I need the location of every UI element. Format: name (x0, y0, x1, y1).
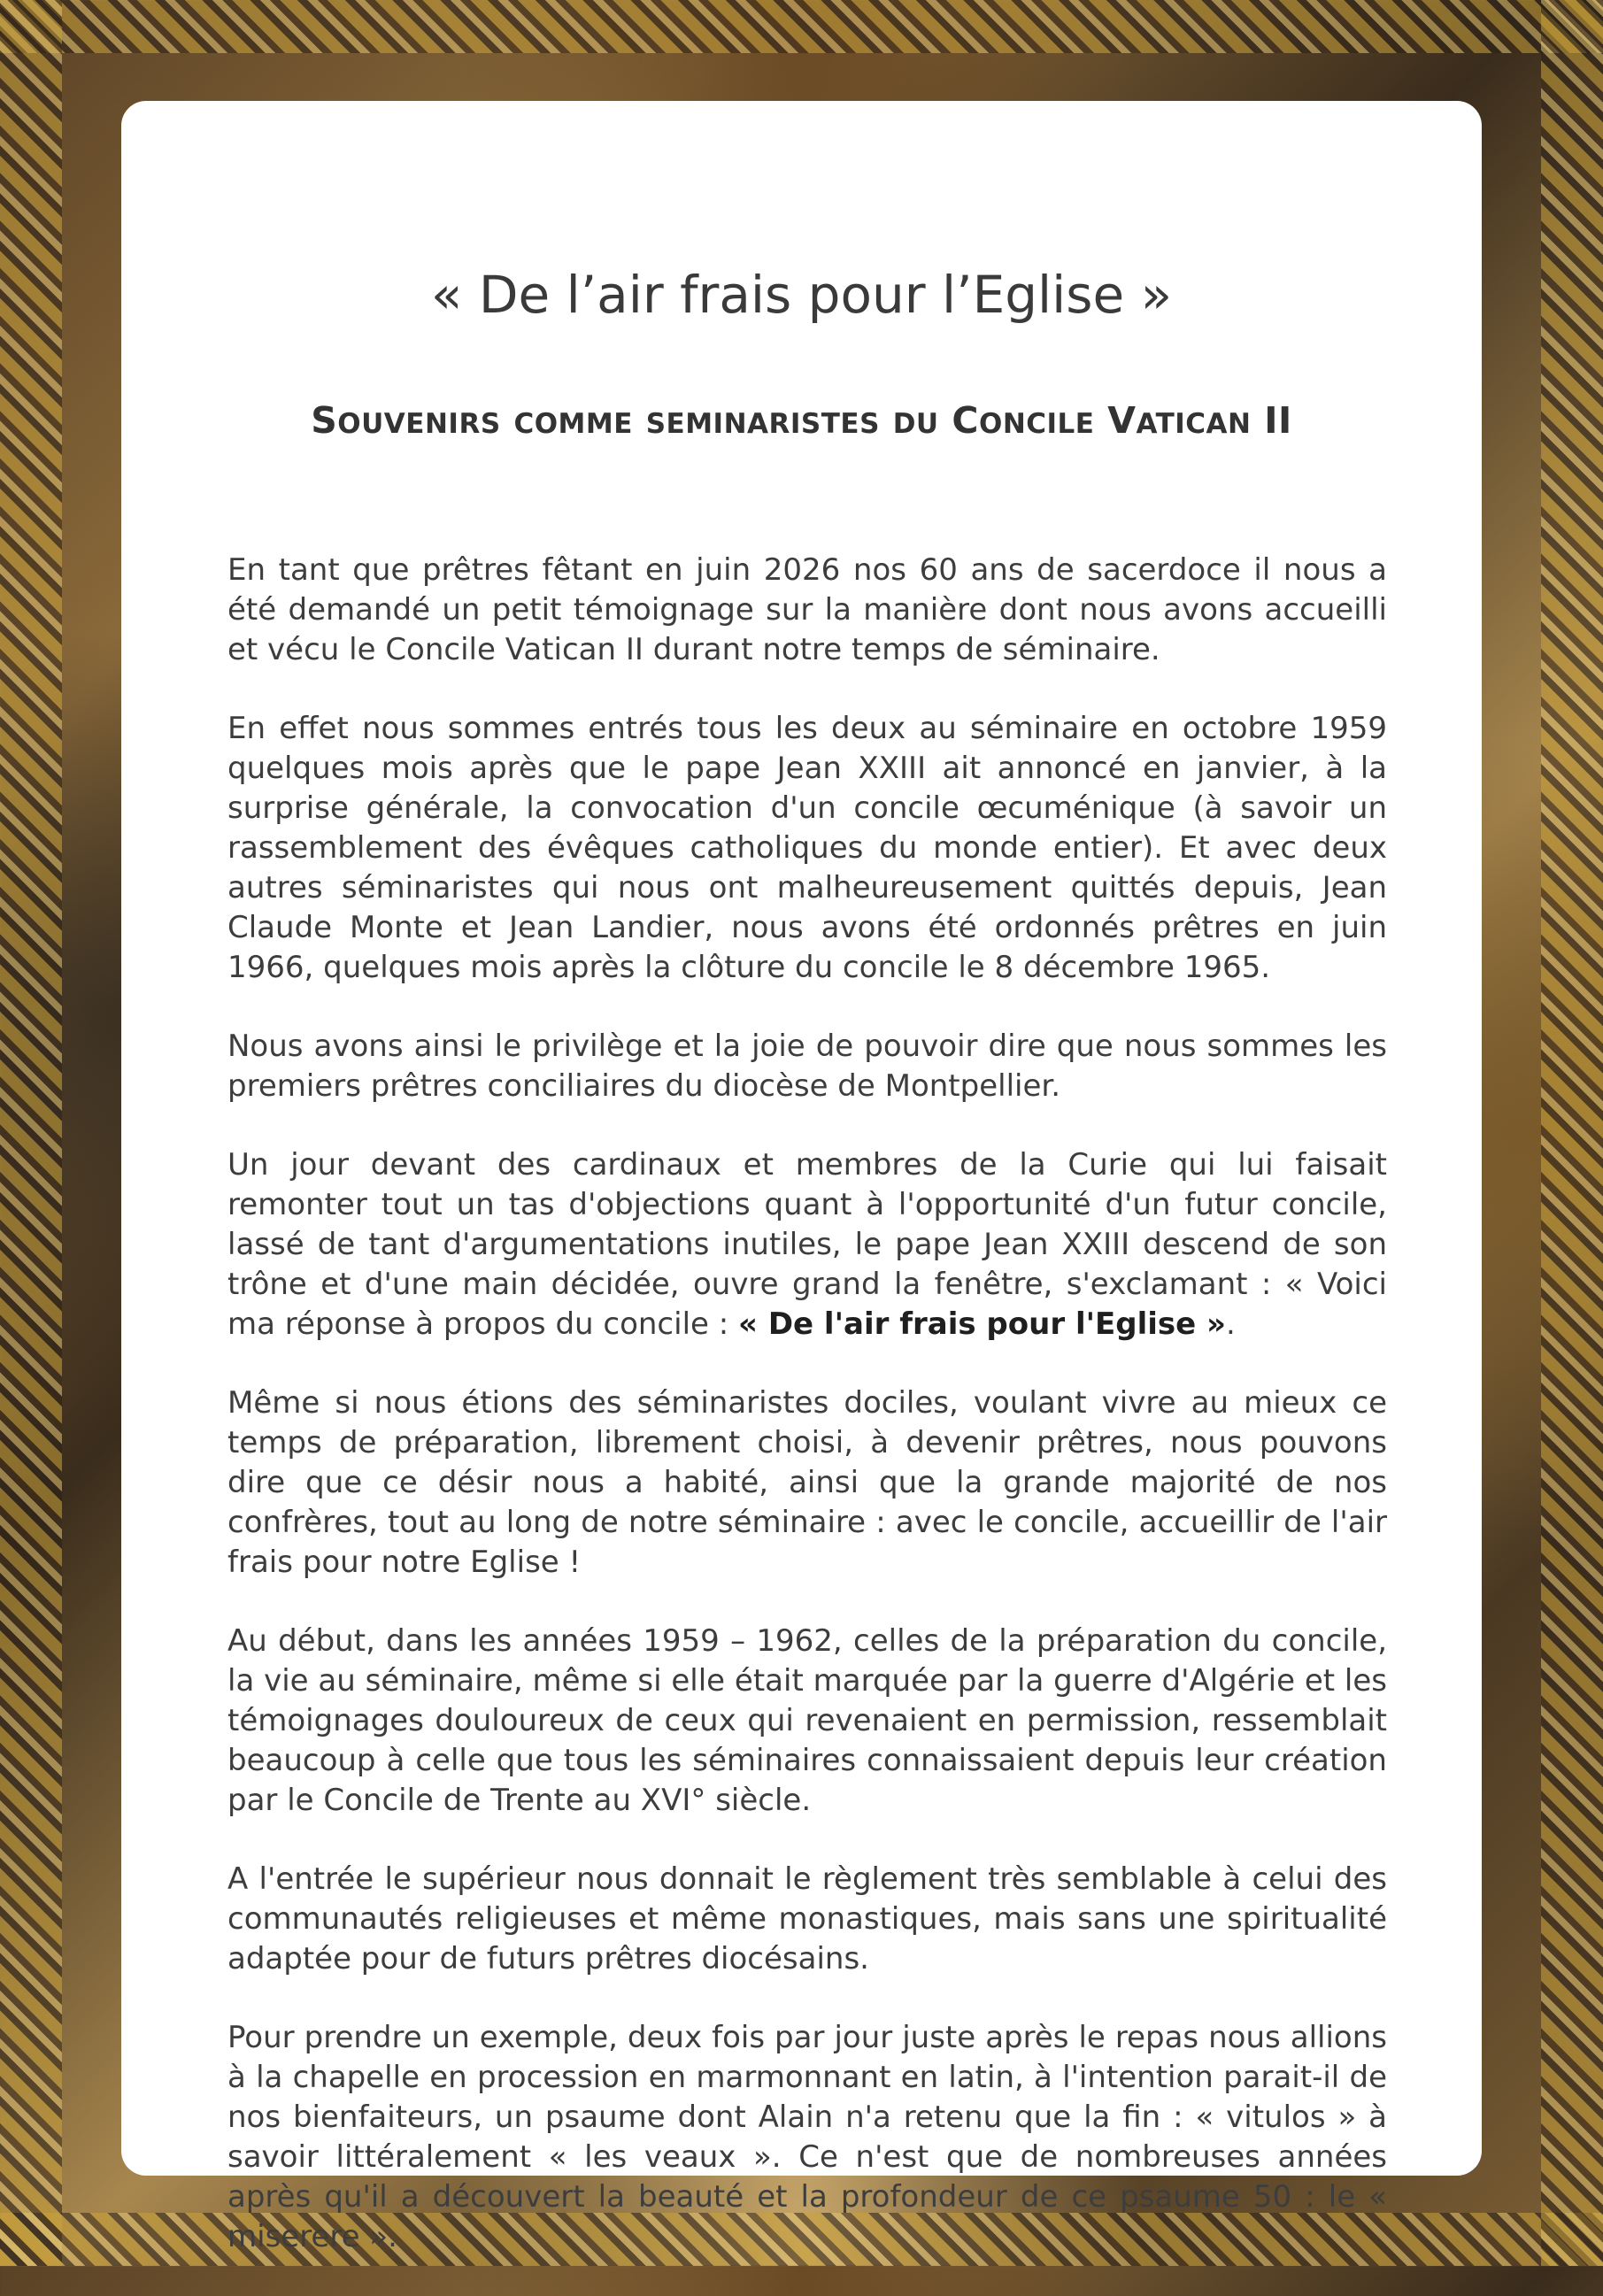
subtitle-word: ATICAN (1136, 408, 1252, 440)
paragraph: En tant que prêtres fêtant en juin 2026 nos 60 ans de sacerdoce il nous a été demandé un petit témoignage sur la manière dont nous avons accueilli et vécu le Concile Vatican II durant notre temps de séminaire. (227, 552, 1387, 667)
subtitle-word: ONCILE (978, 408, 1095, 440)
paragraph: Au début, dans les années 1959 – 1962, celles de la préparation du concile, la vie au séminaire, même si elle était marquée par la guerre d'Algérie et les témoignages douloureux de ceux qui revenaient en permission, ressemblait beaucoup à celle que tous les séminaires connaissaient depuis leur création par le Concile de Trente au XVI° siècle. (227, 1623, 1387, 1818)
ceiling-fresco-top (0, 0, 1603, 53)
subtitle-initial: S (311, 399, 338, 442)
paragraph: Même si nous étions des séminaristes dociles, voulant vivre au mieux ce temps de préparation, librement choisi, à devenir prêtres, nous pouvons dire que ce désir nous a habité, ainsi que la grande majorité de nos confrères, tout au long de notre séminaire : avec le concile, accueillir de l'air frais pour notre Eglise ! (227, 1385, 1387, 1580)
quote-lead: Un jour devant des cardinaux et membres de la Curie qui lui faisait remonter tout un tas d'objections quant à l'opportunité d'un futur concile, lassé de tant d'argumentations inutiles, le pape Jean XXIII descend de son trône et d'une main décidée, ouvre grand la fenêtre, s'exclamant : « Voici ma réponse à propos du concile : (227, 1147, 1387, 1342)
subtitle-word: II (1264, 399, 1292, 442)
subtitle-word: DU (892, 408, 939, 440)
subtitle-initial: V (1107, 399, 1137, 442)
quote-emphasis: « De l'air frais pour l'Eglise » (738, 1306, 1226, 1342)
quote-paragraph (227, 1145, 1387, 1344)
subtitle-word: SEMINARISTES (645, 408, 880, 440)
subtitle-initial: C (952, 399, 979, 442)
paragraph: A l'entrée le supérieur nous donnait le règlement très semblable à celui des communautés religieuses et même monastiques, mais sans une spiritualité adaptée pour de futurs prêtres diocésains. (227, 1861, 1387, 1976)
document-card (121, 101, 1482, 2254)
document-body (227, 551, 1387, 2296)
document-title: « De l’air frais pour l’Eglise » (430, 265, 1173, 325)
ceiling-fresco-right (1541, 0, 1603, 2266)
document-subtitle (121, 399, 1482, 442)
paragraph: Pour prendre un exemple, deux fois par jour juste après le repas nous allions à la chapelle en procession en marmonnant en latin, à l'intention parait-il de nos bienfaiteurs, un psaume dont Alain n'a retenu que la fin : « vitulos » à savoir littéralement « les veaux ». Ce n'est que de nombreuses années après qu'il a découvert la beauté et la profondeur de ce psaume 50 : le « miserere ». (227, 2020, 1387, 2254)
subtitle-word: OUVENIRS (337, 408, 501, 440)
subtitle-word: COMME (513, 408, 633, 440)
ceiling-fresco-left (0, 0, 62, 2266)
quote-tail: . (1225, 1306, 1236, 1342)
paragraph: Nous avons ainsi le privilège et la joie de pouvoir dire que nous sommes les premiers prêtres conciliaires du diocèse de Montpellier. (227, 1029, 1387, 1104)
paragraph: En effet nous sommes entrés tous les deux au séminaire en octobre 1959 quelques mois après que le pape Jean XXIII ait annoncé en janvier, à la surprise générale, la convocation d'un concile œcuménique (à savoir un rassemblement des évêques catholiques du monde entier). Et avec deux autres séminaristes qui nous ont malheureusement quittés depuis, Jean Claude Monte et Jean Landier, nous avons été ordonnés prêtres en juin 1966, quelques mois après la clôture du concile le 8 décembre 1965. (227, 711, 1387, 985)
